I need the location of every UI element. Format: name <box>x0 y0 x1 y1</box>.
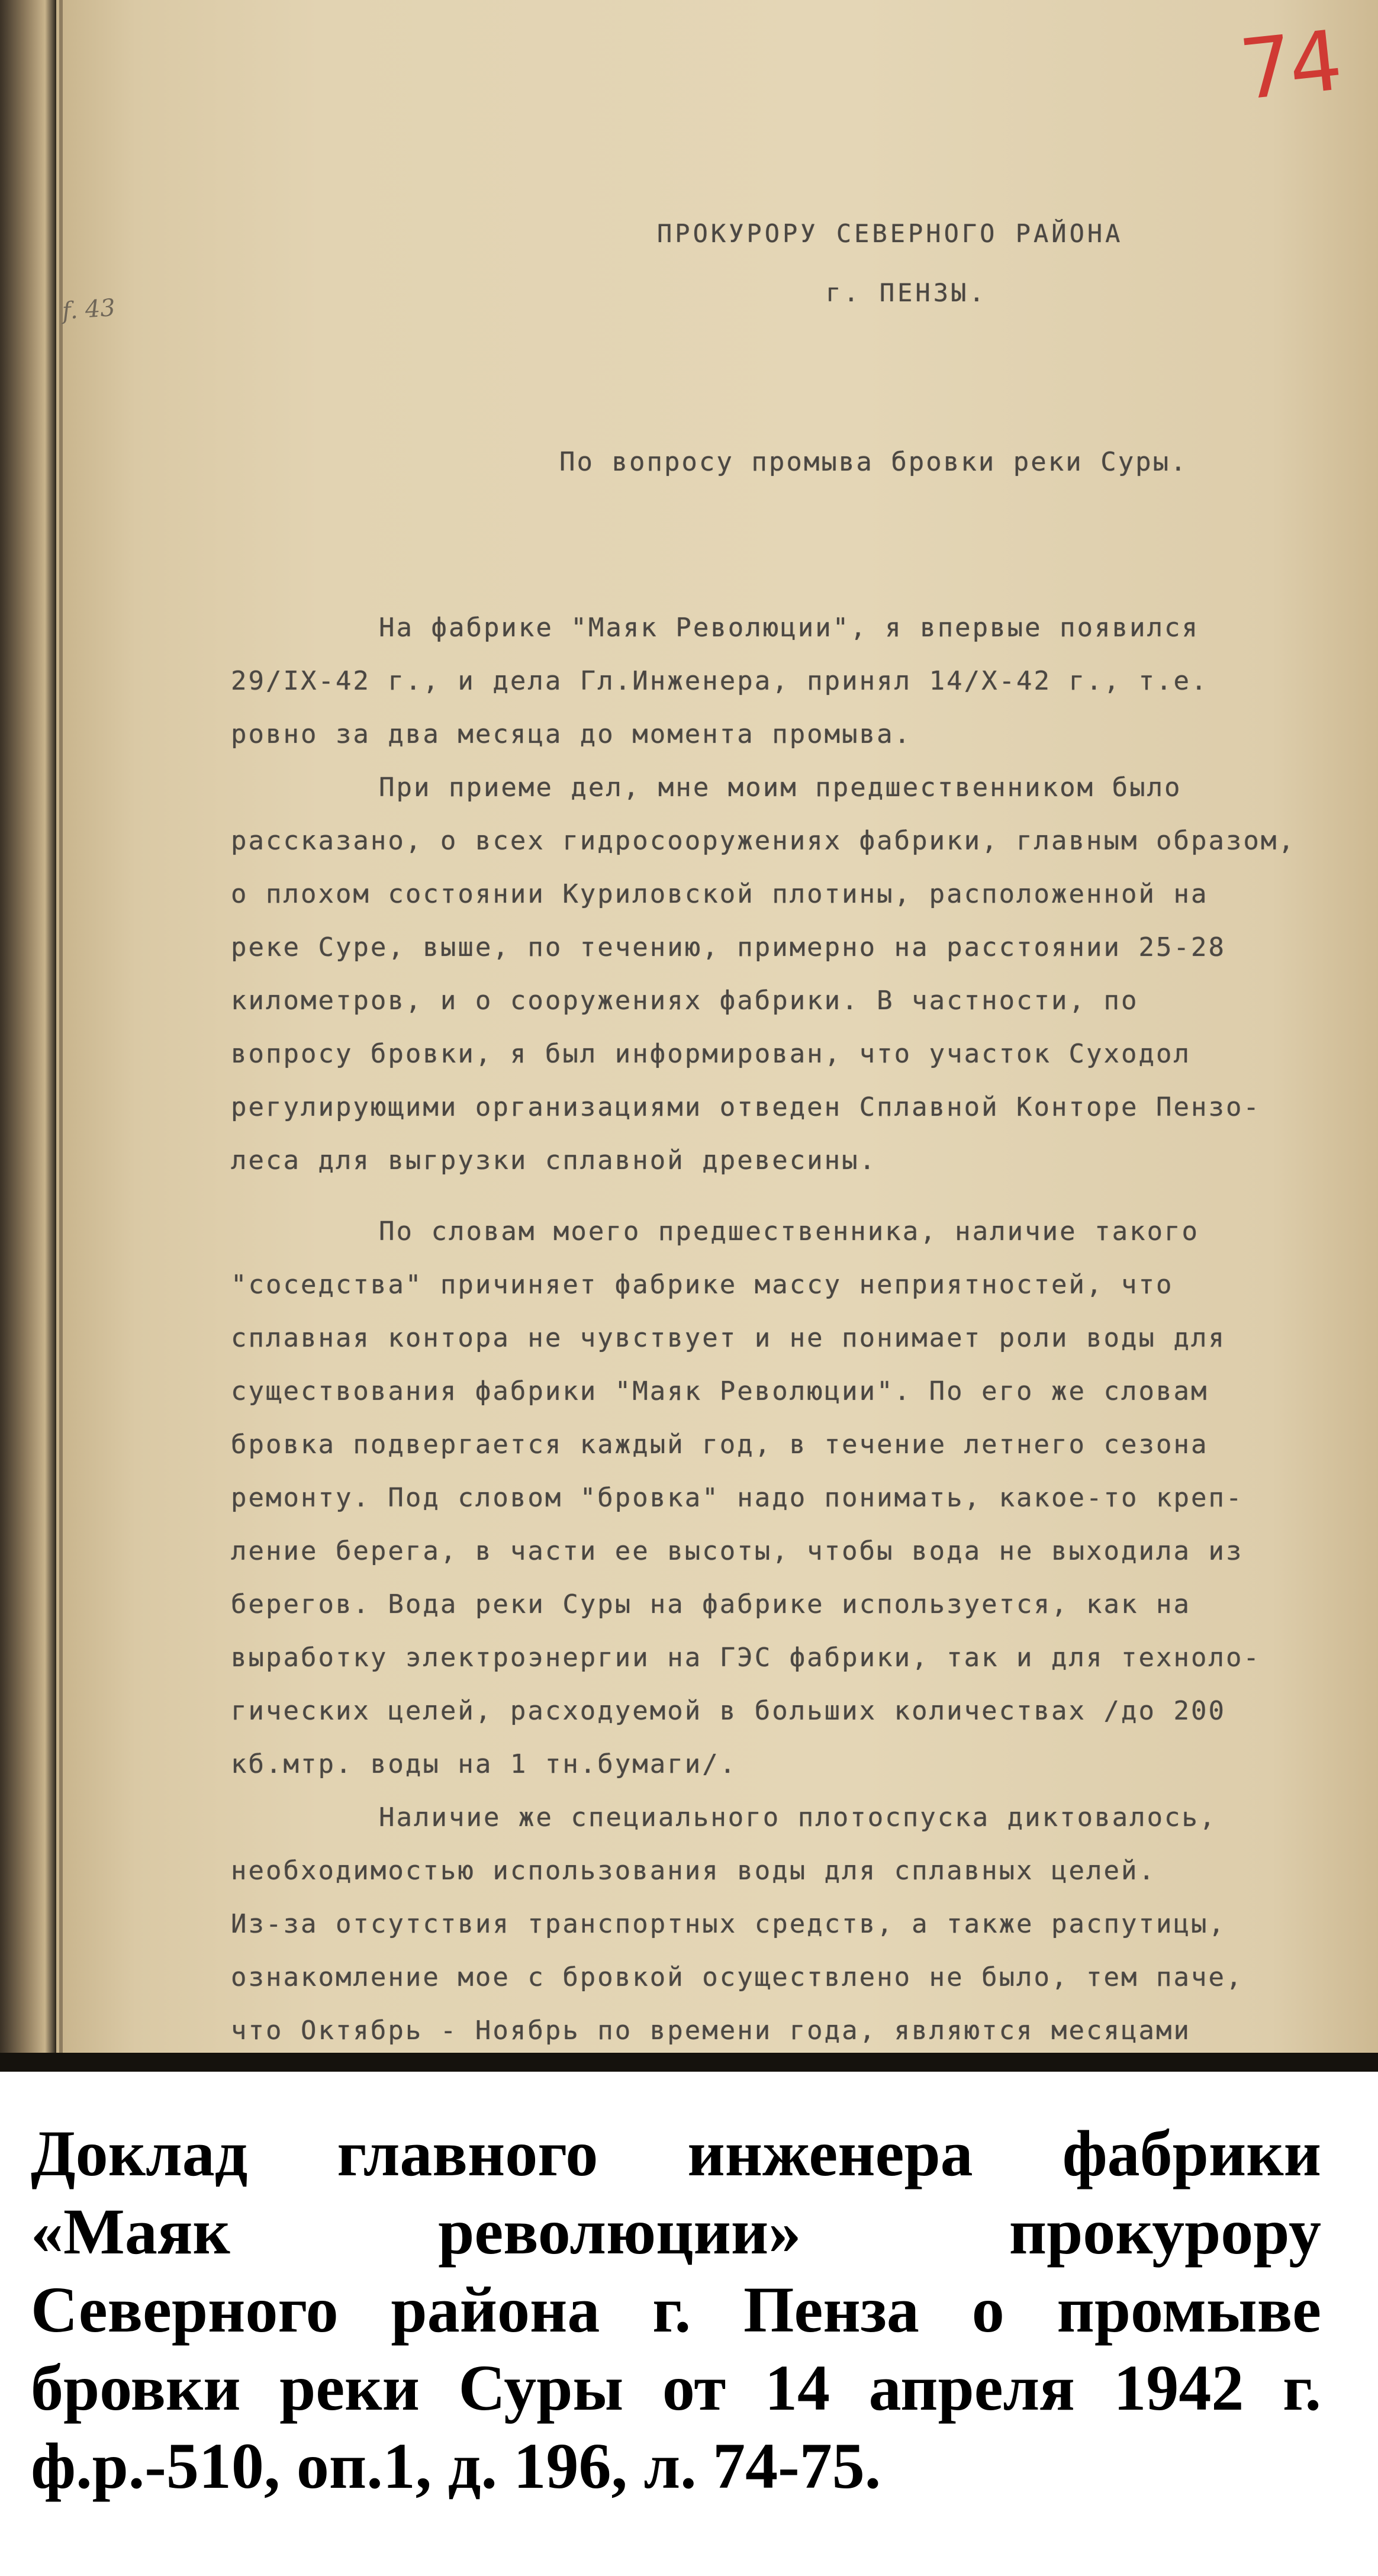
document-caption <box>31 2114 1321 2505</box>
scan-bottom-edge <box>0 2053 1378 2072</box>
caption-line: «Маяк революции» прокурору <box>31 2195 1321 2268</box>
document-subject: По вопросу промыва бровки реки Суры. <box>559 447 1188 477</box>
body-line: о плохом состоянии Куриловской плотины, расположенной на <box>231 879 1209 909</box>
addressee-line-2: г. ПЕНЗЫ. <box>826 278 987 307</box>
addressee-line-1: ПРОКУРОРУ СЕВЕРНОГО РАЙОНА <box>657 219 1123 248</box>
body-line: На фабрике "Маяк Революции", я впервые появился <box>379 613 1200 643</box>
body-line: реке Суре, выше, по течению, примерно на расстоянии 25-28 <box>231 932 1226 962</box>
body-line: ремонту. Под словом "бровка" надо понимать, какое-то креп- <box>231 1483 1244 1513</box>
body-line: При приеме дел, мне моим предшественником было <box>379 772 1182 803</box>
body-line: Наличие же специального плотоспуска диктовалось, <box>379 1802 1217 1833</box>
body-line: берегов. Вода реки Суры на фабрике используется, как на <box>231 1589 1191 1619</box>
body-line: ление берега, в части ее высоты, чтобы вода не выходила из <box>231 1536 1244 1566</box>
body-line: ознакомление мое с бровкой осуществлено не было, тем паче, <box>231 1962 1244 1992</box>
caption-line: бровки реки Суры от 14 апреля 1942 г. <box>31 2352 1321 2424</box>
page-number: 74 <box>1235 12 1344 120</box>
body-line: рассказано, о всех гидросооружениях фабрики, главным образом, <box>231 826 1296 856</box>
body-line: кб.мтр. воды на 1 тн.бумаги/. <box>231 1749 738 1779</box>
body-line: 29/IX-42 г., и дела Гл.Инженера, принял 14/X-42 г., т.е. <box>231 666 1209 696</box>
body-line: гических целей, расходуемой в больших количествах /до 200 <box>231 1696 1226 1726</box>
body-line: что Октябрь - Ноябрь по времени года, являются месяцами <box>231 2015 1191 2046</box>
body-line: бровка подвергается каждый год, в течение летнего сезона <box>231 1429 1209 1460</box>
caption-line: Доклад главного инженера фабрики <box>31 2117 1321 2189</box>
body-line: вопросу бровки, я был информирован, что участок Суходол <box>231 1039 1191 1069</box>
caption-line: Северного района г. Пенза о промыве <box>31 2274 1321 2346</box>
body-line: "соседства" причиняет фабрике массу неприятностей, что <box>231 1270 1174 1300</box>
caption-line: ф.р.-510, оп.1, д. 196, л. 74-75. <box>31 2430 881 2502</box>
folder-spine <box>0 0 56 2072</box>
body-line: выработку электроэнергии на ГЭС фабрики, так и для техноло- <box>231 1643 1261 1673</box>
body-line: необходимостью использования воды для сплавных целей. <box>231 1856 1156 1886</box>
body-line: По словам моего предшественника, наличие такого <box>379 1216 1200 1247</box>
body-line: сплавная контора не чувствует и не понимает роли воды для <box>231 1323 1226 1353</box>
body-line: леса для выгрузки сплавной древесины. <box>231 1145 877 1176</box>
body-line: регулирующими организациями отведен Сплавной Конторе Пензо- <box>231 1092 1261 1122</box>
body-line: существования фабрики "Маяк Революции". По его же словам <box>231 1376 1209 1406</box>
margin-note: f. 43 <box>61 294 117 326</box>
body-line: Из-за отсутствия транспортных средств, а также распутицы, <box>231 1909 1226 1939</box>
body-line: километров, и о сооружениях фабрики. В частности, по <box>231 986 1139 1016</box>
body-line: ровно за два месяца до момента промыва. <box>231 719 912 749</box>
